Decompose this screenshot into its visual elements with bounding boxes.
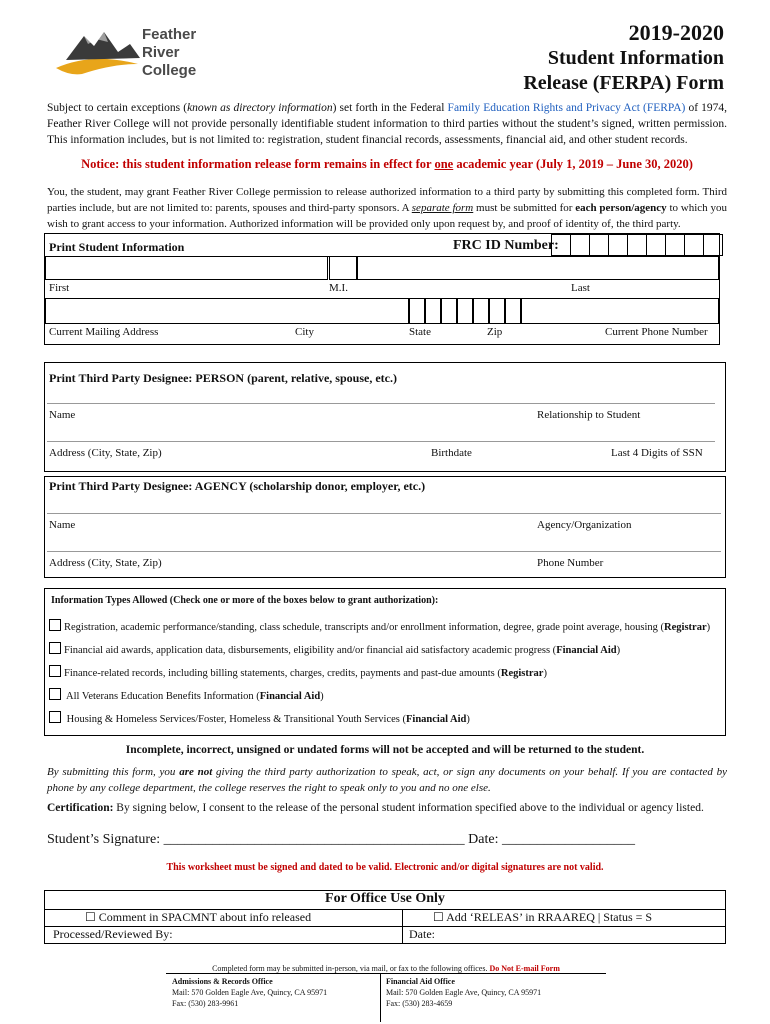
office-date-field[interactable]: Date:	[402, 926, 726, 944]
agency-section: Print Third Party Designee: AGENCY (scholarship donor, employer, etc.) Name Agency/Organization Address (City, State, Zip) Phone Number	[44, 476, 726, 578]
info-type-veterans[interactable]: All Veterans Education Benefits Information (Financial Aid)	[49, 688, 725, 702]
processed-by-field[interactable]: Processed/Reviewed By:	[44, 926, 403, 944]
last-name-input[interactable]	[357, 256, 719, 280]
first-name-input[interactable]	[45, 256, 328, 280]
zip-box-1[interactable]	[441, 298, 457, 324]
checkbox[interactable]	[49, 619, 61, 631]
zip-box-5[interactable]	[505, 298, 521, 324]
info-type-financial-aid[interactable]: Financial aid awards, application data, disbursements, eligibility and/or financial aid satisfactory academic progress (Financial Aid)	[49, 642, 725, 656]
certification: Certification: By signing below, I consent to the release of the personal student information specified above to the individual or agency listed.	[47, 802, 704, 814]
info-type-housing[interactable]: Housing & Homeless Services/Foster, Homeless & Transitional Youth Services (Financial Aid)	[49, 711, 725, 725]
person-address-line[interactable]	[47, 441, 715, 442]
form-year: 2019-2020	[628, 20, 724, 45]
person-section: Print Third Party Designee: PERSON (parent, relative, spouse, etc.) Name Relationship to Student Address (City, State, Zip) Birthdate Last 4 Digits of SSN	[44, 362, 726, 472]
zip-box-3[interactable]	[473, 298, 489, 324]
student-info-section: Print Student Information FRC ID Number: First M.I. Last Current Mailing Address City State Zip Current Phone Number	[44, 233, 720, 345]
agency-address-line[interactable]	[47, 551, 721, 552]
frc-id-label: FRC ID Number:	[453, 238, 559, 253]
address-input[interactable]	[45, 298, 409, 324]
notice: Notice: this student information release form remains in effect for one academic year (July 1, 2019 – June 30, 2020)	[81, 157, 693, 171]
validity-note: This worksheet must be signed and dated to be valid. Electronic and/or digital signatures are not valid.	[166, 862, 604, 873]
italic-note: By submitting this form, you are not giving the third party authorization to speak, act, or sign any documents on your behalf. If you are contacted by phone by any college department, the college reserves the right to speak only to you and no one else.	[47, 766, 727, 794]
office-use-table: For Office Use Only ☐ Comment in SPACMNT about info released ☐ Add ‘RELEAS’ in RRAAREQ | Status = S Processed/Reviewed By: Date:	[44, 890, 726, 944]
student-heading: Print Student Information	[49, 240, 185, 254]
checkbox[interactable]	[49, 711, 61, 723]
warning-text: Incomplete, incorrect, unsigned or undated forms will not be accepted and will be returned to the student.	[125, 744, 645, 756]
state-box-2[interactable]	[425, 298, 441, 324]
info-types-section: Information Types Allowed (Check one or more of the boxes below to grant authorization): Registration, academic performance/standing, class schedule, transcripts and/or enrollment information, degree, grade point average, housing (Registrar) Financial aid awards, application data, disbursements, eligibility and/or financial aid satisfactory academic progress (Financial Aid) Finance-related records, including billing statements, charges, credits, payments and past-due amounts (Registrar) All Veterans Education Benefits Information (Financial Aid) Housing & Homeless Services/Foster, Homeless & Transitional Youth Services (Financial Aid)	[44, 588, 726, 736]
agency-name-line[interactable]	[47, 513, 721, 514]
zip-box-2[interactable]	[457, 298, 473, 324]
comment-checkbox[interactable]: ☐ Comment in SPACMNT about info released	[44, 909, 403, 927]
checkbox[interactable]	[49, 642, 61, 654]
footer-submit-note: Completed form may be submitted in-person, via mail, or fax to the following offices. Do Not E-mail Form	[166, 964, 606, 974]
logo-text: Feather River College	[142, 26, 197, 79]
signature-row[interactable]: Student’s Signature: ___________________________________________ Date: ___________________	[47, 832, 635, 847]
ferpa-link[interactable]: Family Education Rights and Privacy Act (FERPA)	[447, 102, 686, 114]
mi-input[interactable]	[329, 256, 357, 280]
admissions-office: Admissions & Records Office Mail: 570 Golden Eagle Ave, Quincy, CA 95971 Fax: (530) 283-9961	[172, 977, 328, 1008]
info-type-finance[interactable]: Finance-related records, including billing statements, charges, credits, payments and past-due amounts (Registrar)	[49, 665, 725, 679]
phone-input[interactable]	[521, 298, 719, 324]
zip-box-4[interactable]	[489, 298, 505, 324]
person-name-line[interactable]	[47, 403, 715, 404]
checkbox[interactable]	[49, 688, 61, 700]
grant-paragraph: You, the student, may grant Feather River College permission to release authorized information to a third party by submitting this completed form. Third parties include, but are not limited to: parents, spouses and third-party sponsors. A separate form must be submitted for each person/agency to which you wish to grant access to your information. Authorized information will be provided only upon request by, and proof of identity of, the third party.	[47, 186, 727, 230]
state-box-1[interactable]	[409, 298, 425, 324]
form-title: Student Information Release (FERPA) Form	[523, 47, 724, 94]
checkbox[interactable]	[49, 665, 61, 677]
intro-paragraph: Subject to certain exceptions (known as directory information) set forth in the Federal Family Education Rights and Privacy Act (FERPA) of 1974, Feather River College will not provide personally identifiable student information to third parties without the student’s signed, written permission. This information includes, but is not limited to: registration, student financial records, assessments, financial aid, and other student records.	[47, 102, 728, 146]
info-type-registrar[interactable]: Registration, academic performance/standing, class schedule, transcripts and/or enrollment information, degree, grade point average, housing (Registrar)	[49, 619, 725, 633]
financial-aid-office: Financial Aid Office Mail: 570 Golden Eagle Ave, Quincy, CA 95971 Fax: (530) 283-4659	[386, 977, 542, 1008]
releas-checkbox[interactable]: ☐ Add ‘RELEAS’ in RRAAREQ | Status = S	[402, 909, 726, 927]
